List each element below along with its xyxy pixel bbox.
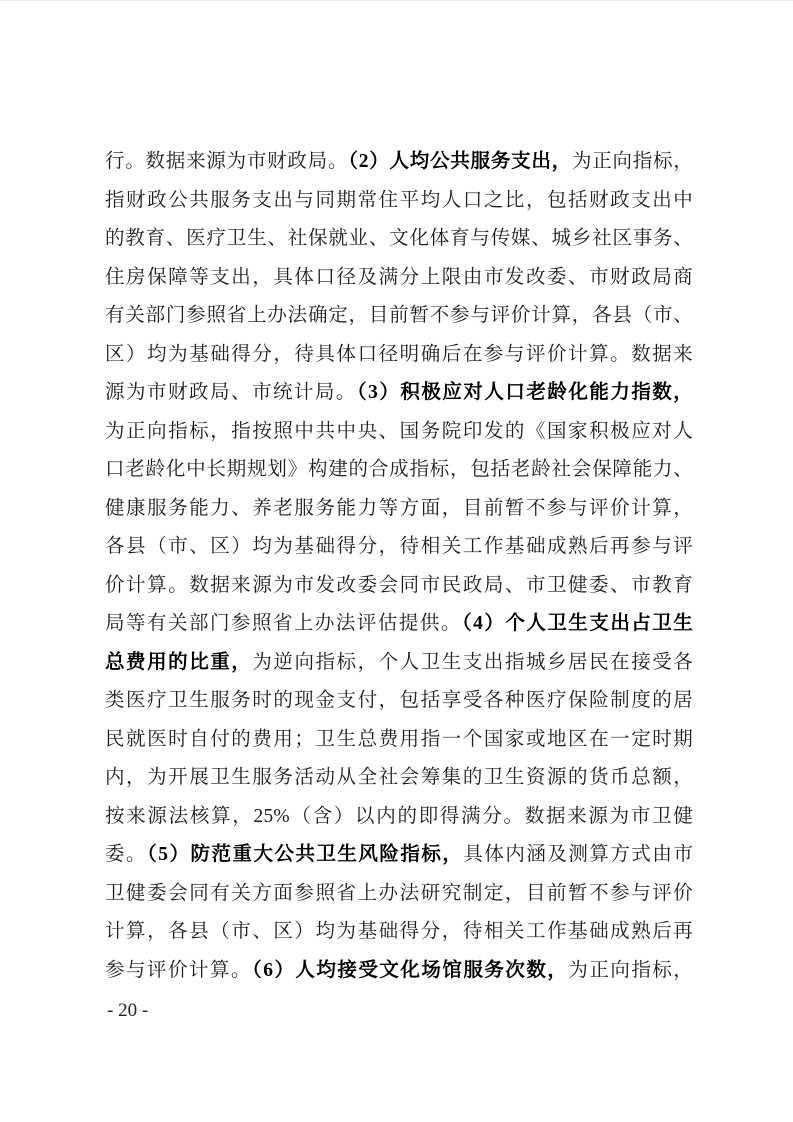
text-segment-bold: （4）个人卫生支出占卫生 (461, 613, 693, 634)
text-line (105, 182, 693, 221)
text-segment: 源为市财政局、市统计局。 (105, 382, 357, 403)
page-number: - 20 - (107, 1000, 149, 1021)
text-line (105, 875, 693, 914)
text-line (105, 644, 693, 683)
text-line (105, 913, 693, 952)
text-line (105, 374, 693, 413)
text-segment-bold: （3）积极应对人口老龄化能力指数， (356, 382, 694, 403)
text-segment: 为正向指标， (568, 959, 694, 981)
text-segment: 参与评价计算。 (105, 959, 252, 981)
text-line (105, 567, 693, 606)
text-segment: 为正向指标，指按照中共中央、国务院印发的《国家积极应对人 (105, 420, 693, 442)
text-segment-bold: （6）人均接受文化场馆服务次数， (251, 959, 569, 981)
text-segment: 计算，各县（市、区）均为基础得分，待相关工作基础成熟后再 (105, 921, 693, 942)
text-segment: 委。 (105, 844, 147, 865)
text-segment: 按来源法核算，25%（含）以内的即得满分。数据来源为市卫健 (105, 805, 693, 827)
text-segment: 类医疗卫生服务时的现金支付，包括享受各种医疗保险制度的居 (105, 690, 693, 711)
text-line (105, 490, 693, 529)
text-segment: 口老龄化中长期规划》构建的合成指标，包括老龄社会保障能力、 (105, 459, 693, 480)
text-segment: 内，为开展卫生服务活动从全社会筹集的卫生资源的货币总额， (105, 767, 693, 788)
text-segment: 健康服务能力、养老服务能力等方面，目前暂不参与评价计算， (105, 497, 693, 519)
text-segment-bold: 总费用的比重， (105, 651, 253, 673)
text-line (105, 721, 693, 760)
text-segment-bold: （5）防范重大公共卫生风险指标， (147, 844, 464, 865)
text-line (105, 528, 693, 567)
text-segment: 区）均为基础得分，待具体口径明确后在参与评价计算。数据来 (105, 343, 693, 365)
text-segment: 民就医时自付的费用；卫生总费用指一个国家或地区在一定时期 (105, 728, 693, 750)
text-segment: 行。数据来源为市财政局。 (105, 151, 349, 172)
text-segment: 指财政公共服务支出与同期常住平均人口之比，包括财政支出中 (105, 189, 693, 211)
document-body (105, 143, 693, 990)
text-line (105, 836, 693, 875)
text-line (105, 759, 693, 798)
text-segment: 有关部门参照省上办法确定，目前暂不参与评价计算，各县（市、 (105, 305, 693, 326)
text-line (105, 798, 693, 837)
text-line (105, 297, 693, 336)
text-line (105, 451, 693, 490)
text-line (105, 336, 693, 375)
text-segment: 卫健委会同有关方面参照省上办法研究制定，目前暂不参与评价 (105, 882, 693, 904)
text-line (105, 220, 693, 259)
text-segment: 为正向指标， (571, 151, 694, 172)
text-line (105, 259, 693, 298)
text-segment: 为逆向指标，个人卫生支出指城乡居民在接受各 (252, 651, 694, 673)
text-segment: 住房保障等支出，具体口径及满分上限由市发改委、市财政局商 (105, 266, 693, 288)
text-segment: 具体内涵及测算方式由市 (463, 844, 694, 865)
text-segment: 价计算。数据来源为市发改委会同市民政局、市卫健委、市教育 (105, 574, 693, 596)
text-line (105, 605, 693, 644)
text-line (105, 682, 693, 721)
text-line (105, 413, 693, 452)
text-line (105, 143, 693, 182)
text-segment: 局等有关部门参照省上办法评估提供。 (105, 613, 462, 634)
text-segment: 的教育、医疗卫生、社保就业、文化体育与传媒、城乡社区事务、 (105, 228, 693, 249)
text-segment-bold: （2）人均公共服务支出， (348, 151, 572, 172)
text-segment: 各县（市、区）均为基础得分，待相关工作基础成熟后再参与评 (105, 536, 693, 557)
text-line (105, 952, 693, 991)
